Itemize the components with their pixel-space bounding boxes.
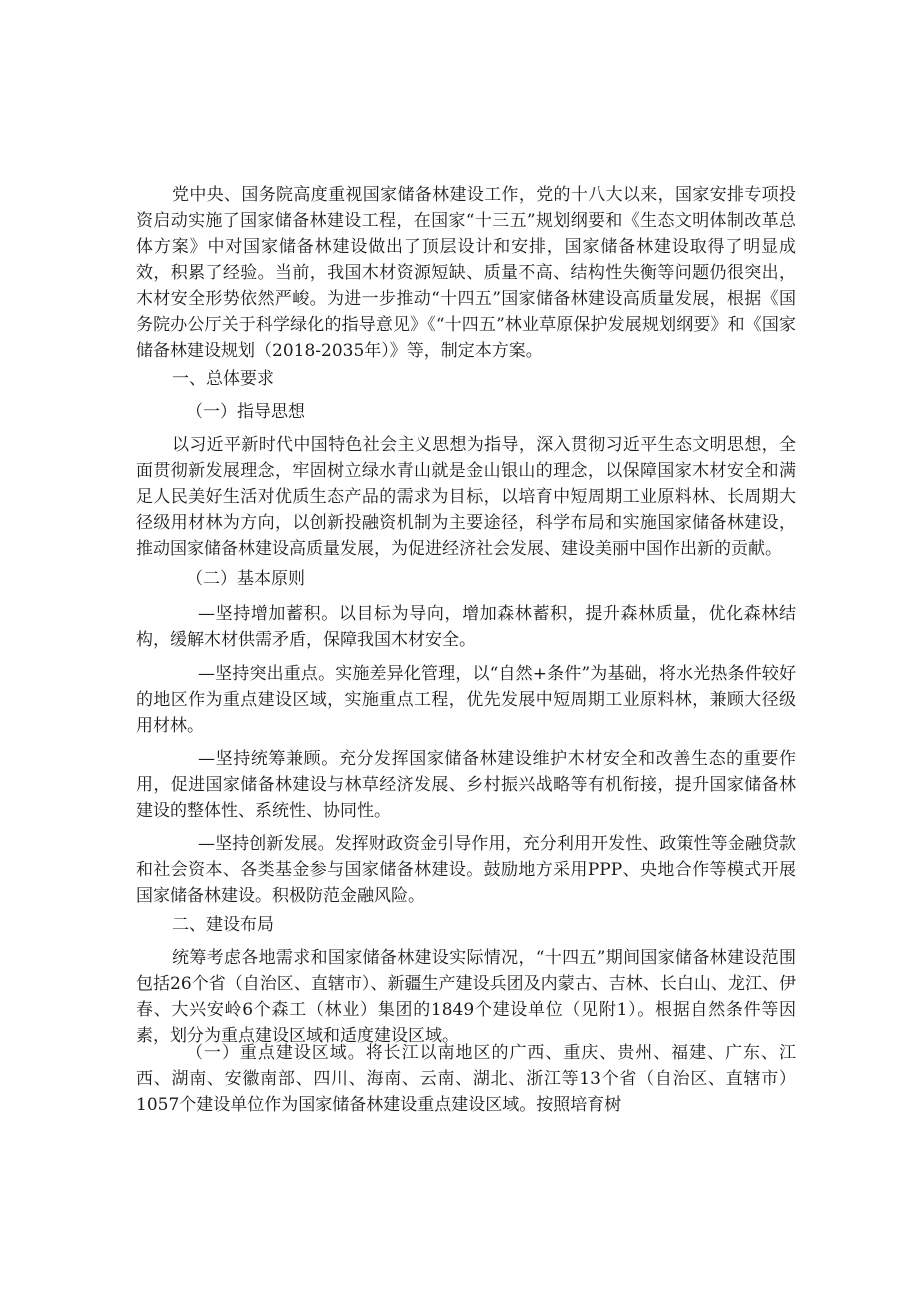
section-heading-general-requirements: 一、总体要求 [172,369,274,389]
principle-overall-planning: —坚持统筹兼顾。充分发挥国家储备林建设维护木材安全和改善生态的重要作用，促进国家储备林建设与林草经济发展、乡村振兴战略等有机衔接，提升国家储备林建设的整体性、系统性、协同性。 [136,749,796,821]
principle-increase-stock: —坚持增加蓄积。以目标为导向，增加森林蓄积，提升森林质量，优化森林结构，缓解木材供需矛盾，保障我国木材安全。 [136,604,796,650]
layout-paragraph: 统筹考虑各地需求和国家储备林建设实际情况，“十四五”期间国家储备林建设范围包括26个省（自治区、直辖市）、新疆生产建设兵团及内蒙古、吉林、长白山、龙江、伊春、大兴安岭6个森工（林业）集团的1849个建设单位（见附1）。根据自然条件等因素，划分为重点建设区域和适度建设区域。 [136,948,796,1046]
subsection-heading-basic-principles: （二）基本原则 [186,569,305,589]
key-region-paragraph: （一）重点建设区域。将长江以南地区的广西、重庆、贵州、福建、广东、江西、湖南、安徽南部、四川、海南、云南、湖北、浙江等13个省（自治区、直辖市）1057个建设单位作为国家储备林建设重点建设区域。按照培育树 [136,1043,796,1115]
section-heading-layout: 二、建设布局 [172,915,274,935]
subsection-heading-guiding-ideology: （一）指导思想 [186,402,305,422]
intro-paragraph: 党中央、国务院高度重视国家储备林建设工作，党的十八大以来，国家安排专项投资启动实施了国家储备林建设工程，在国家“十三五”规划纲要和《生态文明体制改革总体方案》中对国家储备林建设做出了顶层设计和安排，国家储备林建设取得了明显成效，积累了经验。当前，我国木材资源短缺、质量不高、结构性失衡等问题仍很突出，木材安全形势依然严峻。为进一步推动“十四五”国家储备林建设高质量发展，根据《国务院办公厅关于科学绿化的指导意见》《“十四五”林业草原保护发展规划纲要》和《国家储备林建设规划（2018-2035年）》等，制定本方案。 [136,185,796,361]
guiding-ideology-paragraph: 以习近平新时代中国特色社会主义思想为指导，深入贯彻习近平生态文明思想，全面贯彻新发展理念，牢固树立绿水青山就是金山银山的理念，以保障国家木材安全和满足人民美好生活对优质生态产品的需求为目标，以培育中短周期工业原料林、长周期大径级用材林为方向，以创新投融资机制为主要途径，科学布局和实施国家储备林建设，推动国家储备林建设高质量发展，为促进经济社会发展、建设美丽中国作出新的贡献。 [136,435,796,559]
principle-innovation: —坚持创新发展。发挥财政资金引导作用，充分利用开发性、政策性等金融贷款和社会资本、各类基金参与国家储备林建设。鼓励地方采用PPP、央地合作等模式开展国家储备林建设。积极防范金融风险。 [136,834,796,906]
principle-key-focus: —坚持突出重点。实施差异化管理，以“自然+条件”为基础，将水光热条件较好的地区作为重点建设区域，实施重点工程，优先发展中短周期工业原料林，兼顾大径级用材林。 [136,664,796,736]
